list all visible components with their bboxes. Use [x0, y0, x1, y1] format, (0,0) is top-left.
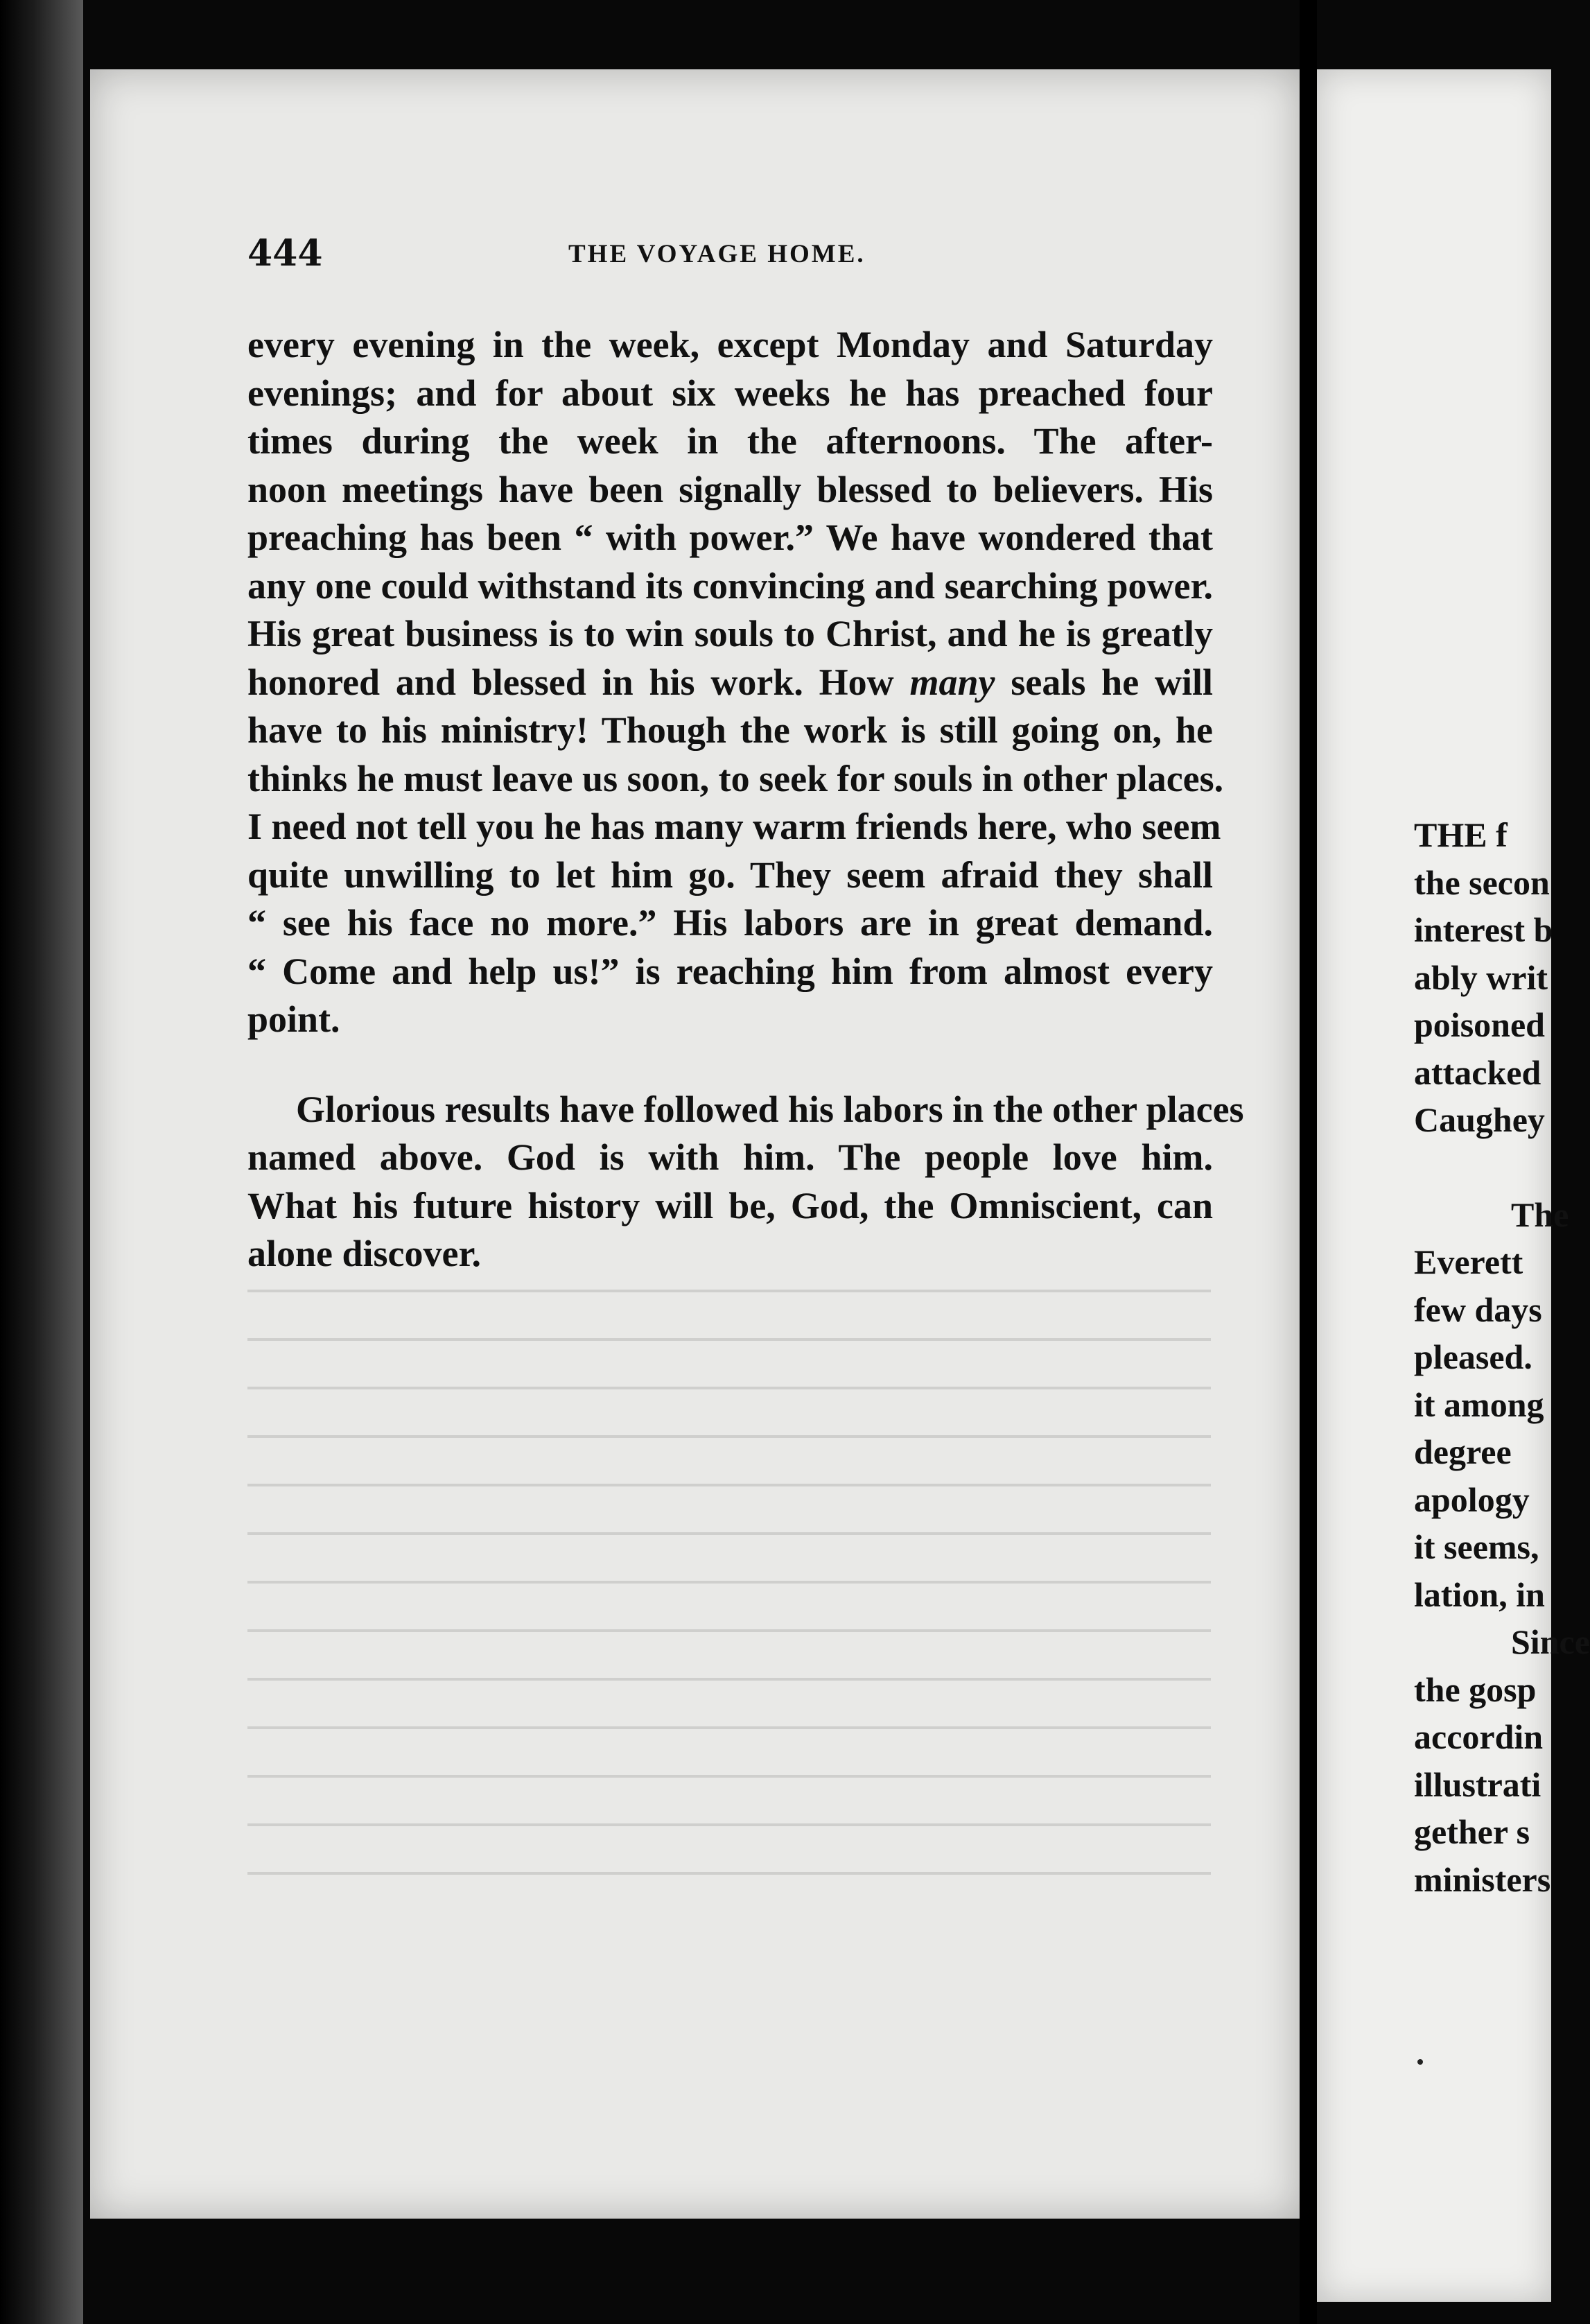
text-line: The: [1511, 1195, 1569, 1234]
show-through: [247, 1726, 1211, 1729]
show-through: [247, 1775, 1211, 1778]
text-line: evenings; and for about six weeks he has preached four: [247, 372, 1213, 414]
text-line: gether s: [1414, 1812, 1530, 1851]
text-line: Since: [1511, 1622, 1590, 1661]
show-through: [247, 1872, 1211, 1875]
text-line: the secon: [1414, 862, 1550, 902]
page-number: 444: [247, 232, 323, 275]
text-line: ministers: [1414, 1859, 1551, 1899]
show-through: [247, 1484, 1211, 1486]
text-line: I need not tell you he has many warm friends here, who seem: [247, 806, 1221, 847]
text-line: Everett: [1414, 1242, 1523, 1281]
scan-dark-edge: [0, 0, 83, 2324]
text-line: quite unwilling to let him go. They seem afraid they shall: [247, 853, 1213, 896]
text-line: thinks he must leave us soon, to seek for souls in other places.: [247, 757, 1224, 799]
text-line: point.: [247, 998, 340, 1040]
text-line: noon meetings have been signally blessed to believers. His: [247, 468, 1213, 510]
text-line: What his future history will be, God, the Omniscient, can: [247, 1184, 1213, 1226]
text-line: it seems,: [1414, 1527, 1539, 1566]
text-line: His great business is to win souls to Christ, and he is greatly: [247, 613, 1213, 654]
show-through: [247, 1338, 1211, 1341]
ink-speck: [1417, 2059, 1423, 2065]
text-line: few days: [1414, 1290, 1542, 1329]
right-page-text: [1414, 811, 1590, 1903]
show-through: [247, 1532, 1211, 1535]
text-line: “ see his face no more.” His labors are in great demand.: [247, 902, 1213, 944]
text-line: apology: [1414, 1480, 1530, 1519]
text-line: Caughey: [1414, 1100, 1545, 1139]
show-through: [247, 1629, 1211, 1632]
text-line: preaching has been “ with power.” We have wondered that: [247, 517, 1213, 558]
text-segment: seals he will: [1011, 661, 1213, 703]
text-line: pleased.: [1414, 1337, 1532, 1376]
text-line: degree: [1414, 1432, 1512, 1471]
text-line: any one could withstand its convincing and searching power.: [247, 564, 1213, 607]
text-line: poisoned: [1414, 1005, 1545, 1044]
text-line: alone discover.: [247, 1233, 481, 1274]
text-line: times during the week in the afternoons. The after-: [247, 420, 1213, 462]
text-line: lation, in: [1414, 1575, 1545, 1614]
text-line: “ Come and help us!” is reaching him from almost every: [247, 950, 1213, 992]
text-line: it among: [1414, 1385, 1544, 1424]
running-head: THE VOYAGE HOME.: [568, 240, 866, 268]
text-line: the gosp: [1414, 1670, 1537, 1709]
text-line: have to his ministry! Though the work is still going on, he: [247, 709, 1213, 751]
body-text: [247, 321, 1244, 1278]
text-line: interest b: [1414, 910, 1553, 949]
show-through: [247, 1823, 1211, 1826]
text-line: attacked: [1414, 1052, 1541, 1092]
page-gutter: [1300, 0, 1317, 2324]
show-through: [247, 1678, 1211, 1681]
text-line: ably writ: [1414, 957, 1548, 997]
show-through: [247, 1581, 1211, 1584]
text-line: named above. God is with him. The people love him.: [247, 1136, 1213, 1178]
italic-word: many: [909, 661, 995, 703]
show-through: [247, 1435, 1211, 1438]
text-line: accordin: [1414, 1717, 1544, 1756]
show-through: [247, 1290, 1211, 1292]
text-line: illustrati: [1414, 1764, 1541, 1804]
text-line: THE f: [1414, 815, 1508, 854]
text-line: every evening in the week, except Monday and Saturday: [247, 324, 1213, 365]
show-through: [247, 1387, 1211, 1389]
text-line: Glorious results have followed his labors in the other places: [296, 1088, 1244, 1130]
text-line: [247, 659, 1213, 707]
text-segment: honored and blessed in his work. How: [247, 661, 894, 703]
